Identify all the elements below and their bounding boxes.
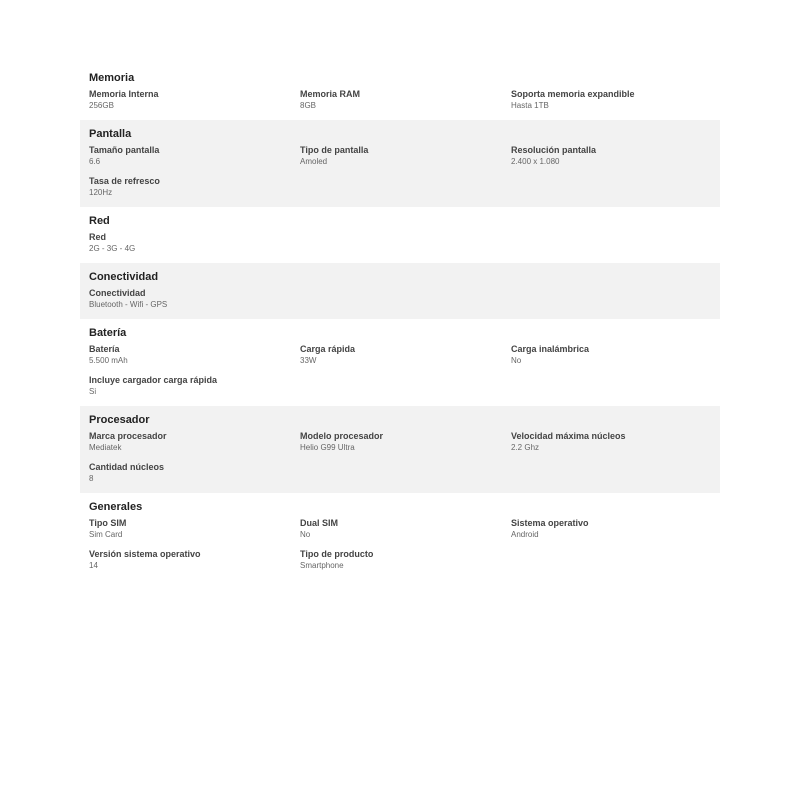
specifications-table (80, 64, 720, 580)
spec-value: Sim Card (89, 530, 123, 539)
spec-item (511, 430, 711, 454)
spec-label: Tasa de refresco (89, 176, 160, 186)
spec-label: Tamaño pantalla (89, 145, 160, 155)
spec-value: Bluetooth - Wifi - GPS (89, 300, 168, 309)
spec-value: Helio G99 Ultra (300, 443, 355, 452)
section-red (80, 207, 720, 263)
section-title: Pantalla (89, 128, 132, 140)
spec-label: Incluye cargador carga rápida (89, 375, 218, 385)
spec-item (89, 343, 300, 367)
spec-value: 33W (300, 356, 317, 365)
spec-value: 2G - 3G - 4G (89, 244, 136, 253)
spec-item (511, 88, 711, 112)
spec-item (300, 343, 511, 367)
spec-item (300, 144, 511, 168)
spec-grid (89, 287, 711, 311)
spec-label: Versión sistema operativo (89, 549, 201, 559)
spec-label: Dual SIM (300, 518, 339, 528)
spec-value: 2.400 x 1.080 (511, 157, 560, 166)
spec-value: 256GB (89, 101, 114, 110)
spec-item (300, 548, 511, 572)
spec-value: 8 (89, 474, 94, 483)
section-title: Procesador (89, 414, 150, 426)
section-title: Memoria (89, 72, 135, 84)
spec-item (511, 343, 711, 367)
section-title: Generales (89, 501, 143, 513)
section-pantalla (80, 120, 720, 207)
spec-label: Cantidad núcleos (89, 462, 165, 472)
spec-item (89, 430, 300, 454)
section-bateria (80, 319, 720, 406)
spec-label: Resolución pantalla (511, 145, 597, 155)
spec-value: 14 (89, 561, 98, 570)
spec-value: Amoled (300, 157, 328, 166)
spec-value: 8GB (300, 101, 317, 110)
spec-item (89, 144, 300, 168)
spec-item (89, 88, 300, 112)
spec-value: 2.2 Ghz (511, 443, 540, 452)
spec-item (89, 548, 300, 572)
spec-label: Tipo de pantalla (300, 145, 369, 155)
spec-item (300, 88, 511, 112)
spec-value: Hasta 1TB (511, 101, 549, 110)
section-title: Conectividad (89, 271, 159, 283)
spec-label: Velocidad máxima núcleos (511, 431, 626, 441)
spec-grid (89, 231, 711, 255)
spec-item (89, 517, 300, 541)
spec-label: Tipo SIM (89, 518, 127, 528)
spec-item (300, 517, 511, 541)
spec-grid (89, 517, 711, 572)
spec-label: Carga inalámbrica (511, 344, 590, 354)
section-conectividad (80, 263, 720, 319)
spec-grid (89, 343, 711, 398)
spec-value: 120Hz (89, 188, 113, 197)
section-memoria (80, 64, 720, 120)
spec-value: Si (89, 387, 97, 396)
spec-value: Smartphone (300, 561, 344, 570)
spec-grid (89, 430, 711, 485)
spec-item (300, 430, 511, 454)
spec-value: Android (511, 530, 539, 539)
spec-grid (89, 144, 711, 199)
spec-grid (89, 88, 711, 112)
spec-item (89, 287, 300, 311)
spec-value: No (511, 356, 522, 365)
spec-item (89, 374, 300, 398)
spec-value: 5.500 mAh (89, 356, 128, 365)
spec-item (511, 144, 711, 168)
spec-label: Red (89, 232, 107, 242)
spec-label: Memoria RAM (300, 89, 361, 99)
spec-label: Sistema operativo (511, 518, 589, 528)
spec-value: 6.6 (89, 157, 101, 166)
spec-label: Memoria Interna (89, 89, 159, 99)
spec-item (511, 517, 711, 541)
spec-label: Tipo de producto (300, 549, 374, 559)
spec-value: No (300, 530, 311, 539)
spec-value: Mediatek (89, 443, 122, 452)
section-generales (80, 493, 720, 580)
section-title: Red (89, 215, 110, 227)
spec-item (89, 175, 300, 199)
spec-label: Batería (89, 344, 120, 354)
section-title: Batería (89, 327, 127, 339)
spec-label: Carga rápida (300, 344, 356, 354)
section-procesador (80, 406, 720, 493)
spec-label: Modelo procesador (300, 431, 384, 441)
spec-label: Conectividad (89, 288, 146, 298)
spec-item (89, 461, 300, 485)
spec-item (89, 231, 300, 255)
spec-label: Marca procesador (89, 431, 167, 441)
spec-label: Soporta memoria expandible (511, 89, 635, 99)
